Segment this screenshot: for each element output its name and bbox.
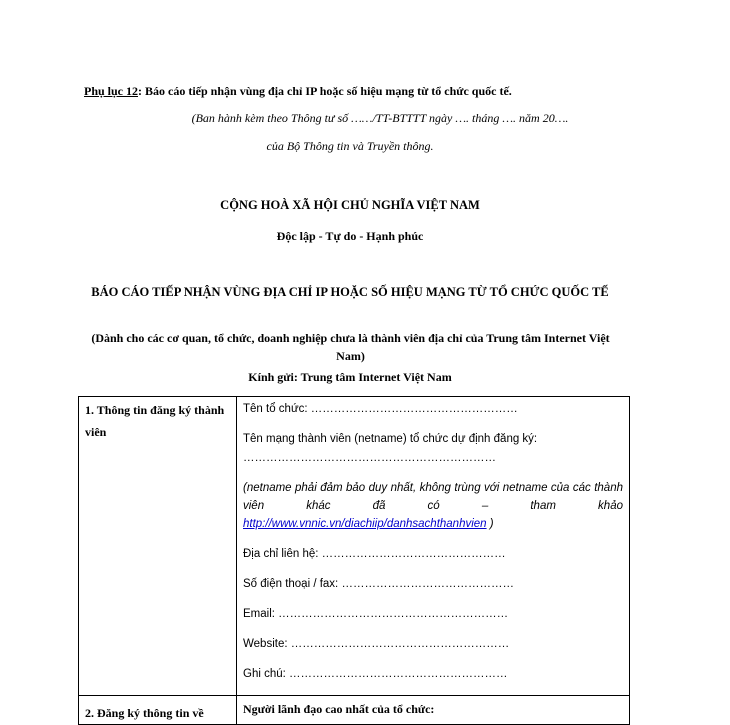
registration-form-table <box>78 396 630 725</box>
member-list-link[interactable]: http://www.vnnic.vn/diachiip/danhsachthanhvien <box>243 518 487 530</box>
phone-fax-field[interactable]: Số điện thoại / fax: ……………………………………… <box>243 578 514 590</box>
head-of-org-field[interactable]: Người lãnh đạo cao nhất của tổ chức: <box>243 702 435 716</box>
netname-note <box>243 479 623 533</box>
national-motto: Độc lập - Tự do - Hạnh phúc <box>276 229 424 243</box>
issued-by-line-2: của Bộ Thông tin và Truyền thông. <box>266 139 434 153</box>
appendix-title: : Báo cáo tiếp nhận vùng địa chỉ IP hoặc số hiệu mạng từ tổ chức quốc tế. <box>138 84 512 98</box>
appendix-label: Phụ lục 12 <box>84 84 139 98</box>
notes-field[interactable]: Ghi chú: ………………………………………………… <box>243 668 508 680</box>
addressee: Kính gửi: Trung tâm Internet Việt Nam <box>248 370 452 384</box>
address-field[interactable]: Địa chỉ liên hệ: ………………………………………… <box>243 548 506 560</box>
national-name: CỘNG HOÀ XÃ HỘI CHỦ NGHĨA VIỆT NAM <box>220 198 480 212</box>
appendix-heading <box>84 84 624 99</box>
netname-field[interactable]: ………………………………………………………… <box>243 452 496 464</box>
netname-label: Tên mạng thành viên (netname) tổ chức dự định đăng ký: <box>243 433 538 445</box>
section-1-label: 1. Thông tin đăng ký thành viên <box>79 397 237 696</box>
section-1-row <box>79 397 630 696</box>
section-2-fields <box>237 696 630 725</box>
email-field[interactable]: Email: …………………………………………………… <box>243 608 509 620</box>
section-2-row <box>79 696 630 725</box>
netname-note-end: ) <box>486 518 494 530</box>
section-2-label: 2. Đăng ký thông tin về <box>79 696 237 725</box>
report-subtitle: (Dành cho các cơ quan, tổ chức, doanh nghiệp chưa là thành viên địa chỉ của Trung tâm Internet Việt Nam) <box>91 331 610 363</box>
org-name-field[interactable]: Tên tổ chức: ……………………………………………… <box>243 403 518 415</box>
issued-by-line-1: (Ban hành kèm theo Thông tư số ……/TT-BTTTT ngày …. tháng …. năm 20…. <box>191 111 569 125</box>
netname-note-text: (netname phải đảm bảo duy nhất, không trùng với netname của các thành viên khác đã có – tham khảo <box>243 482 623 512</box>
report-title: BÁO CÁO TIẾP NHẬN VÙNG ĐỊA CHỈ IP HOẶC SỐ HIỆU MẠNG TỪ TỔ CHỨC QUỐC TẾ <box>91 285 609 299</box>
section-1-fields <box>237 397 630 696</box>
website-field[interactable]: Website: ………………………………………………… <box>243 638 510 650</box>
